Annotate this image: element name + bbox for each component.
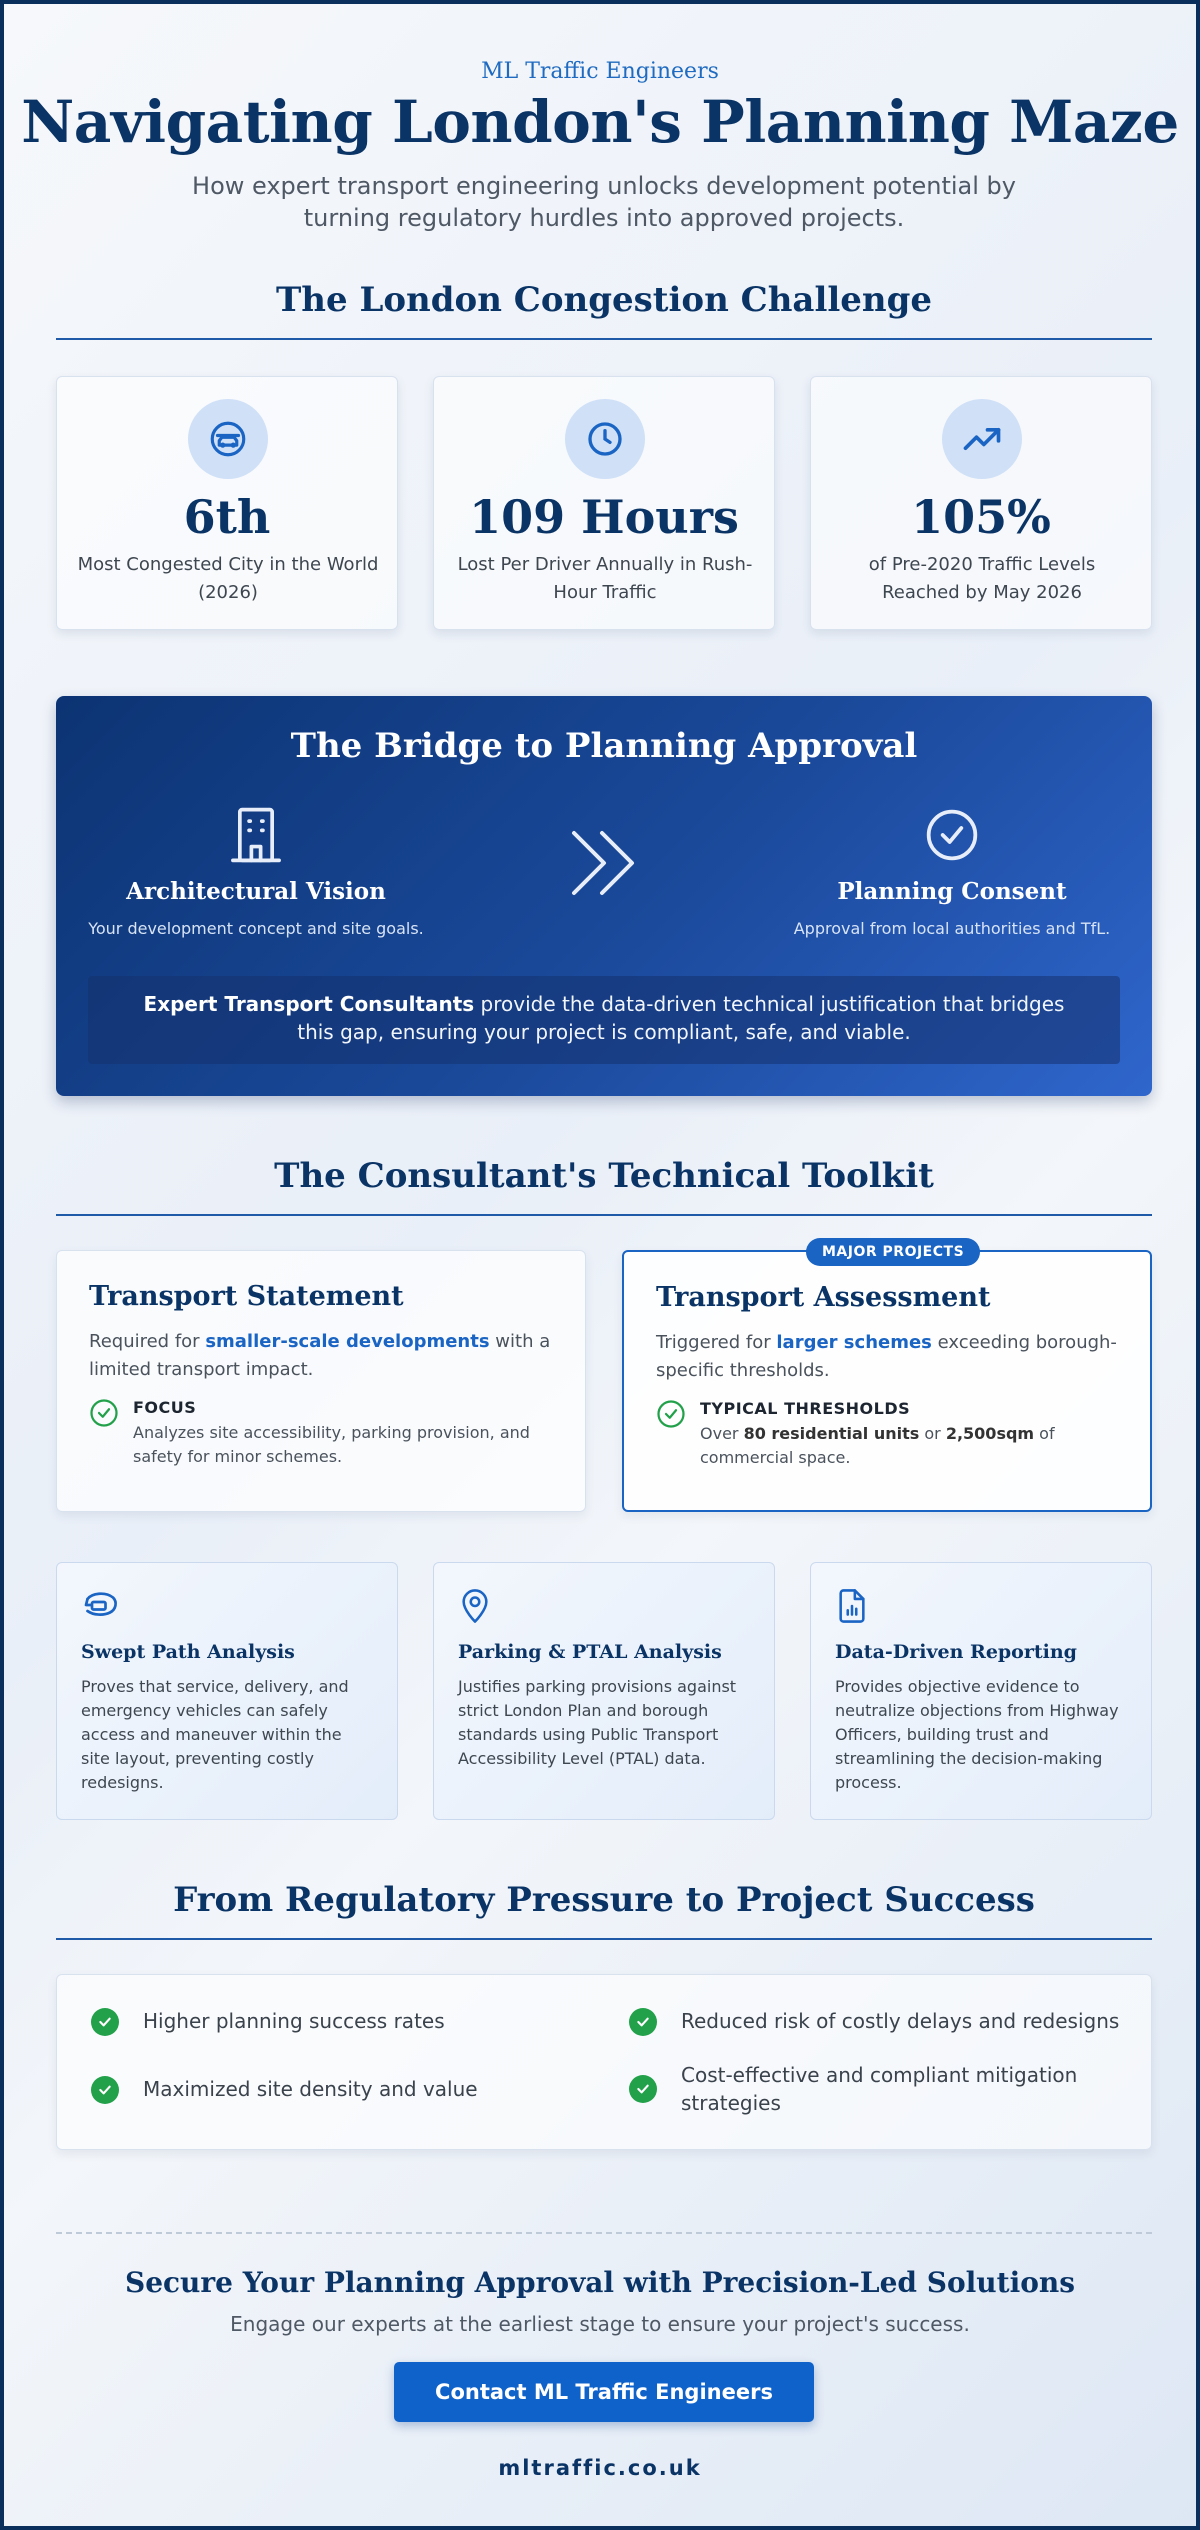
check-icon <box>91 2008 119 2036</box>
bridge-planning-consent <box>752 804 1152 938</box>
feature-card-reporting <box>810 1562 1152 1820</box>
transport-assessment-card <box>622 1244 1152 1512</box>
feature-card-swept-path <box>56 1562 398 1820</box>
pt-units: 80 residential units <box>743 1423 920 1443</box>
congestion-divider <box>56 338 1152 340</box>
map-pin-icon <box>458 1587 750 1627</box>
desc-text: Required for <box>89 1331 206 1352</box>
contact-button[interactable]: Contact ML Traffic Engineers <box>394 2362 814 2422</box>
stat-label: of Pre-2020 Traffic Levels Reached by May 2026 <box>868 554 1096 603</box>
benefit-text: Reduced risk of costly delays and redesigns <box>681 2009 1120 2033</box>
stat-value: 105% <box>911 490 1051 544</box>
transport-statement-card <box>56 1250 586 1512</box>
desc-text: exceeding borough-specific thresholds. <box>656 1332 1117 1381</box>
bridge-note-text: provide the data-driven technical justification that bridges this gap, ensuring your project is compliant, safe, and viable. <box>297 992 1065 1044</box>
page-subtitle: How expert transport engineering unlocks development potential by turning regulatory hurdles into approved projects. <box>192 172 1016 233</box>
pt-seg: Over <box>700 1423 744 1443</box>
bridge-left-text: Your development concept and site goals. <box>88 919 424 938</box>
tool-description <box>656 1329 1118 1385</box>
feature-title: Swept Path Analysis <box>81 1641 295 1663</box>
major-projects-badge: MAJOR PROJECTS <box>806 1238 980 1266</box>
success-benefits-list <box>56 1974 1152 2150</box>
cta-title: Secure Your Planning Approval with Precision-Led Solutions <box>124 2266 1076 2299</box>
check-icon <box>629 2075 657 2103</box>
pt-seg: of commercial space. <box>700 1423 1055 1467</box>
stat-label: Most Congested City in the World (2026) <box>77 554 379 603</box>
website-link[interactable]: mltraffic.co.uk <box>498 2456 702 2480</box>
tool-title: Transport Assessment <box>656 1282 991 1313</box>
benefit-item <box>629 2061 1139 2117</box>
bridge-architectural-vision <box>56 804 456 938</box>
check-icon <box>91 2076 119 2104</box>
desc-highlight: larger schemes <box>776 1332 932 1353</box>
point-text <box>700 1422 1118 1470</box>
cta-divider <box>56 2232 1152 2234</box>
benefit-item <box>91 2007 601 2035</box>
brand-name: ML Traffic Engineers <box>481 59 719 84</box>
bridge-right-heading: Planning Consent <box>837 878 1067 905</box>
bridge-consultant-note <box>88 976 1120 1064</box>
bridge-right-text: Approval from local authorities and TfL. <box>793 919 1111 938</box>
stat-card-hours-lost <box>433 376 775 630</box>
stat-value: 6th <box>183 490 271 544</box>
bridge-note-strong: Expert Transport Consultants <box>143 992 475 1016</box>
stat-card-congestion-rank <box>56 376 398 630</box>
stat-label: Lost Per Driver Annually in Rush-Hour Traffic <box>457 554 753 603</box>
congestion-section-title: The London Congestion Challenge <box>275 280 933 320</box>
tool-title: Transport Statement <box>89 1281 404 1312</box>
toolkit-divider <box>56 1214 1152 1216</box>
benefit-item <box>91 2075 601 2103</box>
traffic-jam-icon <box>188 399 268 479</box>
point-text: Analyzes site accessibility, parking provision, and safety for minor schemes. <box>133 1422 530 1466</box>
tool-point <box>89 1398 553 1469</box>
double-chevron-right-icon <box>564 828 644 898</box>
check-circle-icon <box>752 804 1152 866</box>
benefit-text: Higher planning success rates <box>143 2009 445 2033</box>
desc-text: with a limited transport impact. <box>89 1331 551 1380</box>
benefit-text: Maximized site density and value <box>143 2077 478 2101</box>
cta-subtitle: Engage our experts at the earliest stage to ensure your project's success. <box>230 2312 970 2336</box>
building-icon <box>56 804 456 866</box>
bridge-title: The Bridge to Planning Approval <box>290 726 918 766</box>
benefit-item <box>629 2007 1139 2035</box>
check-circle-icon <box>89 1398 119 1432</box>
stat-card-traffic-levels <box>810 376 1152 630</box>
feature-title: Parking & PTAL Analysis <box>458 1641 722 1663</box>
feature-text: Proves that service, delivery, and emergency vehicles can safely access and maneuver within the site layout, preventing costly redesigns. <box>81 1677 349 1792</box>
tool-point <box>656 1399 1118 1470</box>
bridge-left-heading: Architectural Vision <box>126 878 386 905</box>
feature-title: Data-Driven Reporting <box>835 1641 1077 1663</box>
benefit-text: Cost-effective and compliant mitigation strategies <box>681 2063 1078 2115</box>
point-heading: TYPICAL THRESHOLDS <box>700 1398 911 1418</box>
clock-icon <box>565 399 645 479</box>
bridge-panel <box>56 696 1152 1096</box>
success-divider <box>56 1938 1152 1940</box>
pt-area: 2,500sqm <box>945 1423 1035 1443</box>
stat-value: 109 Hours <box>469 490 739 544</box>
desc-text: Triggered for <box>656 1332 777 1353</box>
desc-highlight: smaller-scale developments <box>205 1331 490 1352</box>
toolkit-section-title: The Consultant's Technical Toolkit <box>274 1156 934 1196</box>
report-chart-icon <box>835 1587 1127 1627</box>
feature-card-parking-ptal <box>433 1562 775 1820</box>
trending-up-icon <box>942 399 1022 479</box>
pt-seg: or <box>919 1423 946 1443</box>
page-title: Navigating London's Planning Maze <box>21 88 1179 156</box>
check-icon <box>629 2008 657 2036</box>
point-heading: FOCUS <box>133 1397 197 1417</box>
swept-path-icon <box>81 1587 373 1627</box>
feature-text: Provides objective evidence to neutralize objections from Highway Officers, building trust and streamlining the decision-making process. <box>835 1677 1119 1792</box>
success-section-title: From Regulatory Pressure to Project Success <box>173 1880 1035 1920</box>
check-circle-icon <box>656 1399 686 1433</box>
feature-text: Justifies parking provisions against strict London Plan and borough standards using Public Transport Accessibility Level (PTAL) data. <box>458 1677 737 1768</box>
tool-description <box>89 1328 553 1384</box>
